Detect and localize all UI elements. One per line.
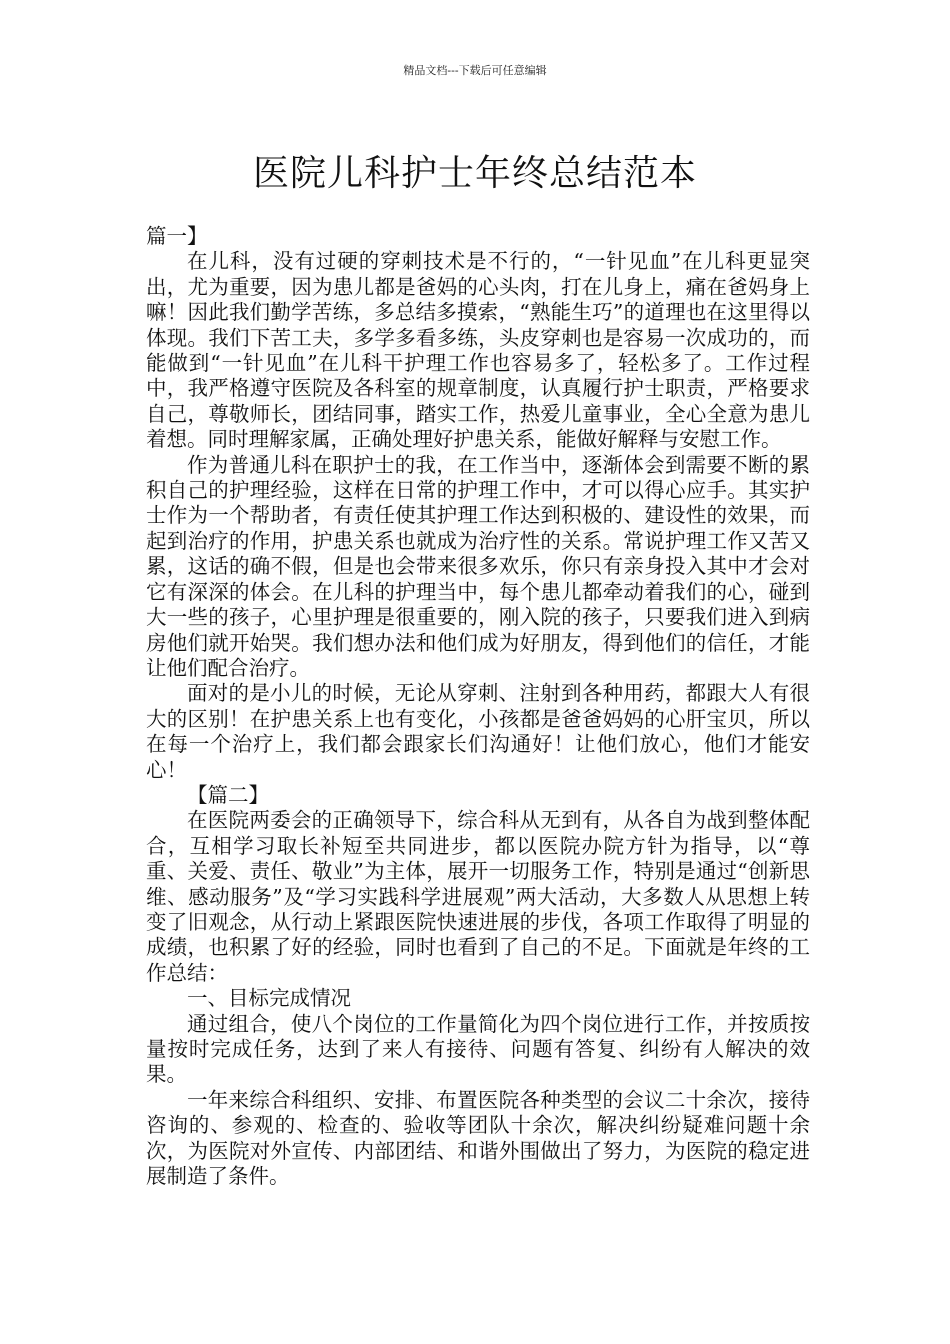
paragraph: 在医院两委会的正确领导下，综合科从无到有，从各自为战到整体配合，互相学习取长补短至共同进步，都以医院办院方针为指导，以“尊重、关爱、责任、敬业”为主体，展开一切服务工作，特别是通过“创新思维、感动服务”及“学习实践科学进展观”两大活动，大多数人从思想上转变了旧观念，从行动上紧跟医院快速进展的步伐，各项工作取得了明显的成绩，也积累了好的经验，同时也看到了自己的不足。下面就是年终的工作总结： bbox=[146, 808, 810, 985]
paragraph: 作为普通儿科在职护士的我，在工作当中，逐渐体会到需要不断的累积自己的护理经验，这样在日常的护理工作中，才可以得心应手。其实护士作为一个帮助者，有责任使其护理工作达到积极的、建设性的效果，而起到治疗的作用，护患关系也就成为治疗性的关系。常说护理工作又苦又累，这话的确不假，但是也会带来很多欢乐，你只有亲身投入其中才会对它有深深的体会。在儿科的护理当中，每个患儿都牵动着我们的心，碰到大一些的孩子，心里护理是很重要的，刚入院的孩子，只要我们进入到病房他们就开始哭。我们想办法和他们成为好朋友，得到他们的信任，才能让他们配合治疗。 bbox=[146, 452, 810, 680]
header-note: 精品文档---下载后可任意编辑 bbox=[403, 64, 547, 77]
document-body bbox=[146, 224, 810, 1189]
paragraph: 在儿科，没有过硬的穿刺技术是不行的，“一针见血”在儿科更显突出，尤为重要，因为患儿都是爸妈的心头肉，打在儿身上，痛在爸妈身上嘛！因此我们勤学苦练，多总结多摸索，“熟能生巧”的道理也在这里得以体现。我们下苦工夫，多学多看多练，头皮穿刺也是容易一次成功的，而能做到“一针见血”在儿科干护理工作也容易多了，轻松多了。工作过程中，我严格遵守医院及各科室的规章制度，认真履行护士职责，严格要求自己，尊敬师长，团结同事，踏实工作，热爱儿童事业，全心全意为患儿着想。同时理解家属，正确处理好护患关系，能做好解释与安慰工作。 bbox=[146, 249, 810, 452]
paragraph: 通过组合，使八个岗位的工作量简化为四个岗位进行工作，并按质按量按时完成任务，达到了来人有接待、问题有答复、纠纷有人解决的效果。 bbox=[146, 1011, 810, 1087]
section-heading-1: 篇一】 bbox=[146, 224, 208, 248]
paragraph: 一年来综合科组织、安排、布置医院各种类型的会议二十余次，接待咨询的、参观的、检查的、验收等团队十余次，解决纠纷疑难问题十余次，为医院对外宣传、内部团结、和谐外围做出了努力，为医院的稳定进展制造了条件。 bbox=[146, 1087, 810, 1189]
document-title: 医院儿科护士年终总结范本 bbox=[252, 153, 697, 195]
section-heading-2: 【篇二】 bbox=[187, 782, 269, 807]
subheading: 一、目标完成情况 bbox=[187, 986, 351, 1011]
paragraph: 面对的是小儿的时候，无论从穿刺、注射到各种用药，都跟大人有很大的区别！在护患关系上也有变化，小孩都是爸爸妈妈的心肝宝贝，所以在每一个治疗上，我们都会跟家长们沟通好！让他们放心，他们才能安心！ bbox=[146, 681, 810, 782]
